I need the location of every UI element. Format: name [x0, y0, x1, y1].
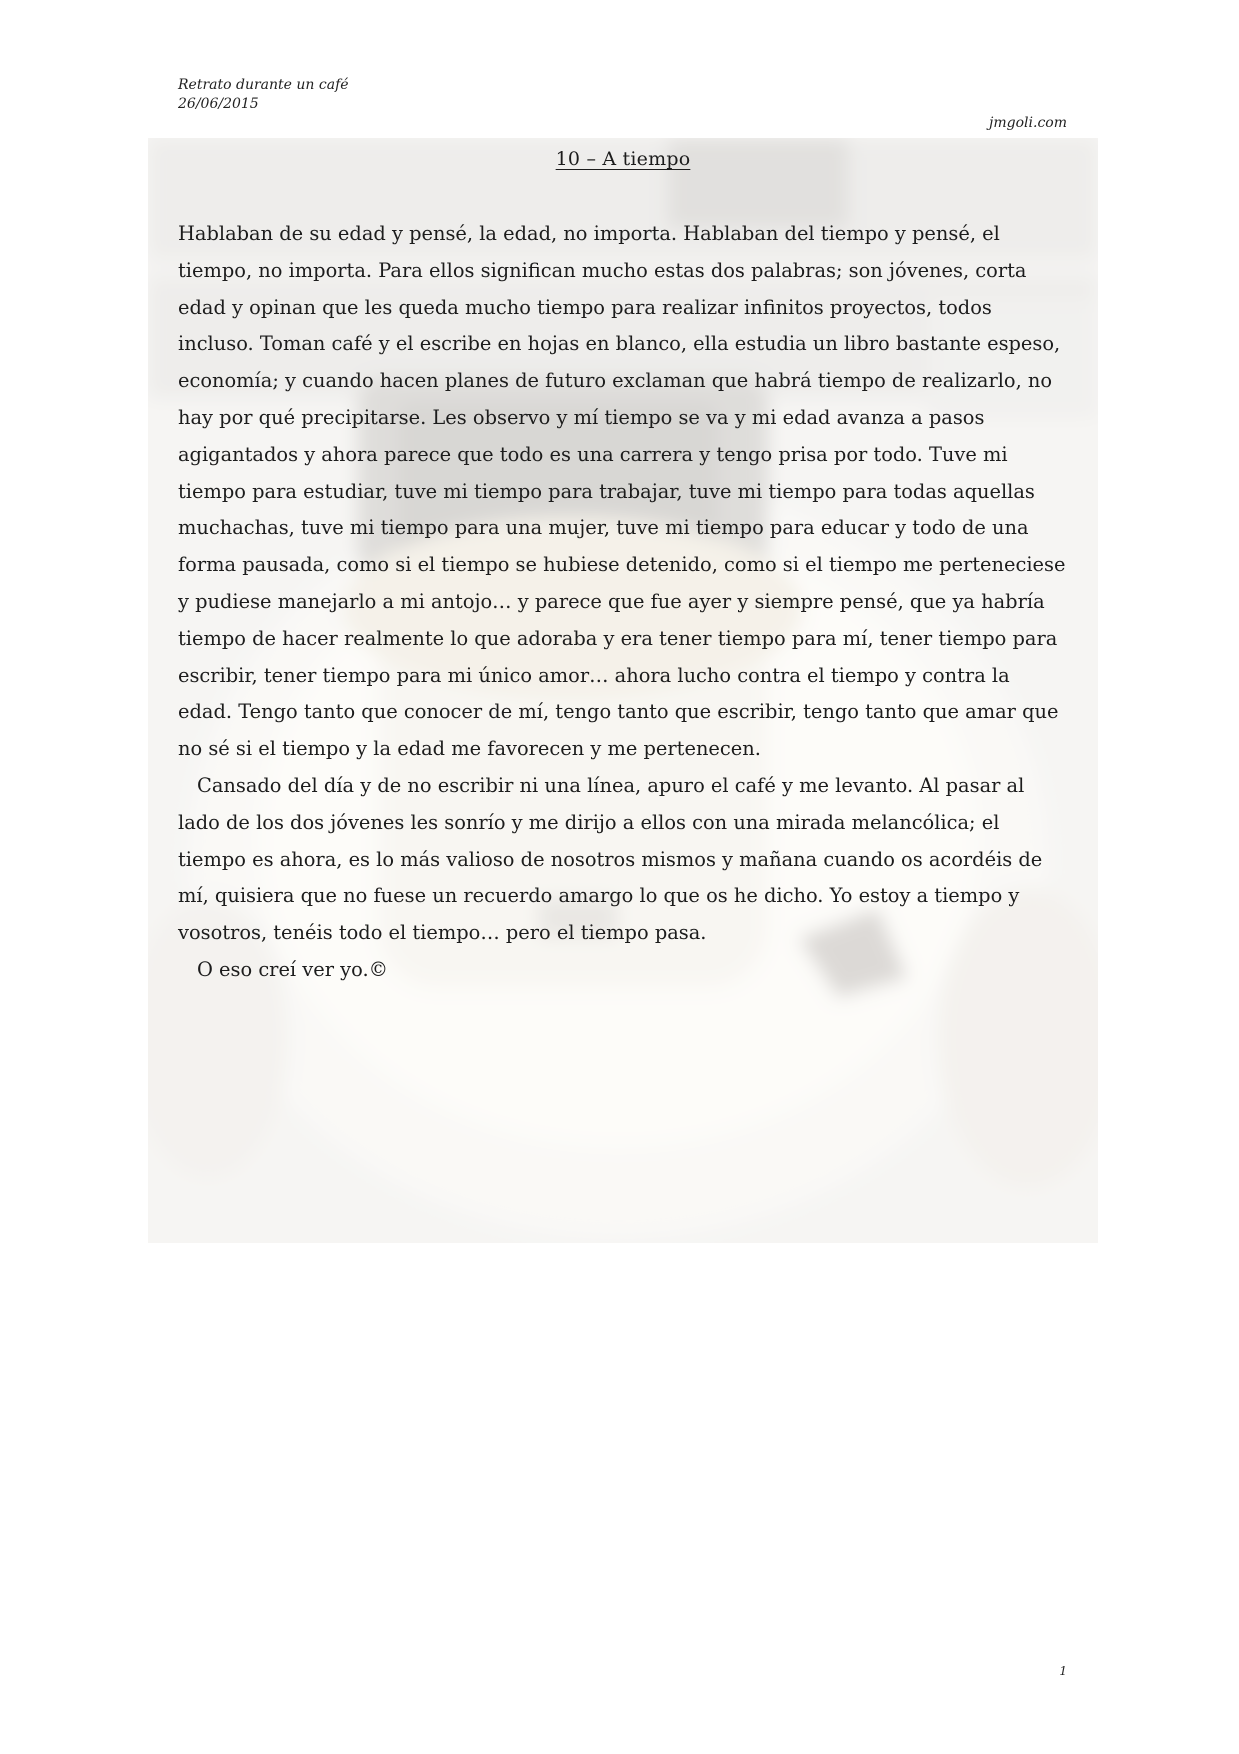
- chapter-title: 10 – A tiempo: [555, 148, 691, 170]
- site-name: jmgoli.com: [989, 115, 1067, 131]
- paragraph: Hablaban de su edad y pensé, la edad, no importa. Hablaban del tiempo y pensé, el tiempo, no importa. Para ellos significan mucho estas dos palabras; son jóvenes, corta edad y opinan que les queda mucho tiempo para realizar infinitos proyectos, todos incluso. Toman café y el escribe en hojas en blanco, ella estudia un libro bastante espeso, economía; y cuando hacen planes de futuro exclaman que habrá tiempo de realizarlo, no hay por qué precipitarse. Les observo y mí tiempo se va y mi edad avanza a pasos agigantados y ahora parece que todo es una carrera y tengo prisa por todo. Tuve mi tiempo para estudiar, tuve mi tiempo para trabajar, tuve mi tiempo para todas aquellas muchachas, tuve mi tiempo para una mujer, tuve mi tiempo para educar y todo de una forma pausada, como si el tiempo se hubiese detenido, como si el tiempo me perteneciese y pudiese manejarlo a mi antojo… y parece que fue ayer y siempre pensé, que ya habría tiempo de hacer realmente lo que adoraba y era tener tiempo para mí, tener tiempo para escribir, tener tiempo para mi único amor… ahora lucho contra el tiempo y contra la edad. Tengo tanto que conocer de mí, tengo tanto que escribir, tengo tanto que amar que no sé si el tiempo y la edad me favorecen y me pertenecen.: [178, 222, 1066, 761]
- page-number: 1: [1059, 1664, 1067, 1678]
- paragraph: O eso creí ver yo.©: [197, 957, 388, 981]
- paragraph: Cansado del día y de no escribir ni una línea, apuro el café y me levanto. Al pasar al lado de los dos jóvenes les sonrío y me dirijo a ellos con una mirada melancólica; el tiempo es ahora, es lo más valioso de nosotros mismos y mañana cuando os acordéis de mí, quisiera que no fuese un recuerdo amargo lo que os he dicho. Yo estoy a tiempo y vosotros, tenéis todo el tiempo… pero el tiempo pasa.: [178, 773, 1043, 945]
- content-panel: [148, 138, 1098, 1243]
- document-header: [178, 76, 349, 114]
- document-title: Retrato durante un café: [178, 77, 349, 93]
- document-date: 26/06/2015: [178, 96, 259, 112]
- chapter-body: [178, 138, 1068, 989]
